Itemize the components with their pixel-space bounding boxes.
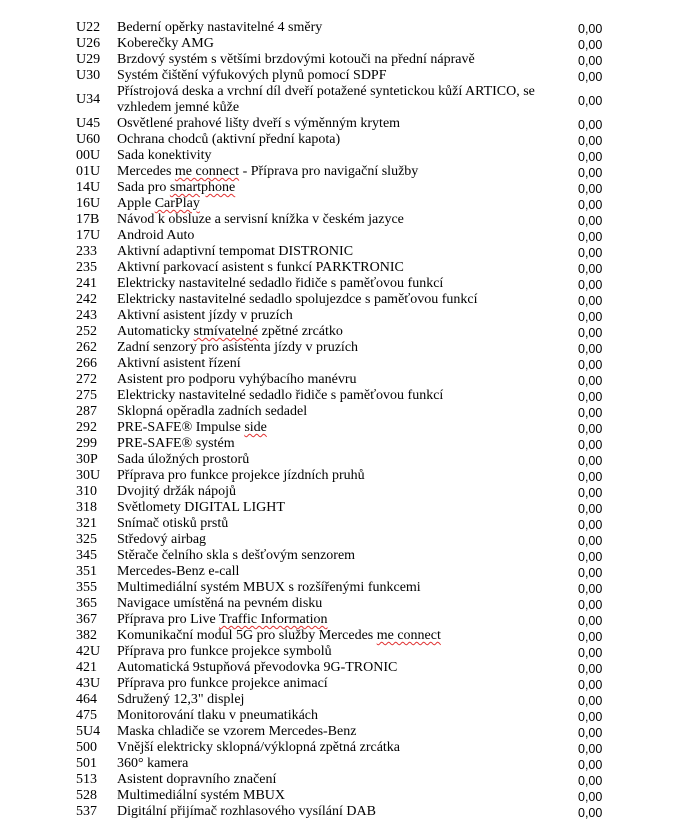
equipment-price: 0,00 [578,278,603,292]
equipment-description: Elektricky nastavitelné sedadlo řidiče s paměťovou funkcí [117,388,444,403]
equipment-description: Vnější elektricky sklopná/výklopná zpětná zrcátka [117,740,401,755]
equipment-code: 287 [76,404,97,419]
equipment-row [0,740,675,756]
equipment-code: 235 [76,260,97,275]
equipment-row [0,484,675,500]
equipment-description [117,628,557,644]
equipment-code: 243 [76,308,97,323]
description-text: - Příprava pro navigační služby [239,164,419,179]
equipment-description: Asistent pro podporu vyhýbacího manévru [117,372,357,387]
equipment-price: 0,00 [578,486,603,500]
equipment-code: 42U [76,644,101,659]
equipment-description [117,180,557,196]
equipment-description: Asistent dopravního značení [117,772,277,787]
equipment-description: Navigace umístěná na pevném disku [117,596,323,611]
equipment-price: 0,00 [578,630,603,644]
equipment-description: Bederní opěrky nastavitelné 4 směry [117,20,323,35]
equipment-price: 0,00 [578,134,603,148]
equipment-row [0,468,675,484]
equipment-row [0,532,675,548]
equipment-row [0,404,675,420]
equipment-price: 0,00 [578,22,603,36]
equipment-row [0,436,675,452]
equipment-price: 0,00 [578,70,603,84]
equipment-code: U45 [76,116,101,131]
equipment-code: 355 [76,580,97,595]
equipment-row [0,580,675,596]
equipment-price: 0,00 [578,230,603,244]
equipment-description: PRE-SAFE® systém [117,436,235,451]
equipment-price: 0,00 [578,582,603,596]
equipment-description: Mercedes-Benz e-call [117,564,240,579]
equipment-price: 0,00 [578,262,603,276]
equipment-row [0,260,675,276]
equipment-row [0,372,675,388]
equipment-code: 310 [76,484,97,499]
description-text: Komunikační modul 5G pro služby Mercedes [117,628,377,643]
equipment-code: U26 [76,36,101,51]
equipment-price: 0,00 [578,598,603,612]
equipment-price: 0,00 [578,54,603,68]
equipment-code: 321 [76,516,97,531]
equipment-price: 0,00 [578,406,603,420]
equipment-code: 5U4 [76,724,101,739]
spellcheck-flagged-text: CarPlay [154,196,200,211]
equipment-row [0,660,675,676]
equipment-row [0,228,675,244]
equipment-price: 0,00 [578,342,603,356]
equipment-price: 0,00 [578,742,603,756]
equipment-price: 0,00 [578,390,603,404]
equipment-price: 0,00 [578,310,603,324]
description-text: Automaticky [117,324,194,339]
equipment-description [117,324,557,340]
equipment-code: 345 [76,548,97,563]
equipment-code: 299 [76,436,97,451]
equipment-row [0,708,675,724]
equipment-row [0,164,675,180]
equipment-description: Multimediální systém MBUX s rozšířenými funkcemi [117,580,421,595]
equipment-price: 0,00 [578,694,603,708]
equipment-description: Aktivní asistent řízení [117,356,241,371]
equipment-row [0,276,675,292]
equipment-row [0,756,675,772]
equipment-description [117,612,557,628]
equipment-price: 0,00 [578,646,603,660]
equipment-description [117,164,557,180]
equipment-row [0,36,675,52]
equipment-row [0,196,675,212]
equipment-description: Snímač otisků prstů [117,516,229,531]
equipment-code: 500 [76,740,97,755]
equipment-code: 421 [76,660,97,675]
equipment-code: 513 [76,772,97,787]
equipment-description: Příprava pro funkce projekce jízdních pruhů [117,468,365,483]
equipment-price: 0,00 [578,374,603,388]
equipment-description: Elektricky nastavitelné sedadlo spolujezdce s paměťovou funkcí [117,292,478,307]
equipment-description: Sdružený 12,3" displej [117,692,245,707]
equipment-description: 360° kamera [117,756,189,771]
equipment-code: 292 [76,420,97,435]
equipment-price: 0,00 [578,198,603,212]
equipment-code: 501 [76,756,97,771]
equipment-price: 0,00 [578,550,603,564]
equipment-row [0,148,675,164]
equipment-description: Automatická 9stupňová převodovka 9G-TRONIC [117,660,398,675]
equipment-description: Brzdový systém s většími brzdovými kotouči na přední nápravě [117,52,475,67]
equipment-price: 0,00 [578,774,603,788]
equipment-code: 318 [76,500,97,515]
equipment-description: Světlomety DIGITAL LIGHT [117,500,285,515]
equipment-code: 16U [76,196,101,211]
equipment-description: Středový airbag [117,532,207,547]
equipment-row [0,116,675,132]
equipment-row [0,292,675,308]
equipment-row [0,20,675,36]
equipment-description: Příprava pro funkce projekce symbolů [117,644,332,659]
description-text: PRE-SAFE® Impulse [117,420,245,435]
equipment-price: 0,00 [578,790,603,804]
equipment-description: Aktivní parkovací asistent s funkcí PARKTRONIC [117,260,404,275]
equipment-description: Návod k obsluze a servisní knížka v českém jazyce [117,212,404,227]
spellcheck-flagged-text: me connect [376,628,441,643]
equipment-code: 17B [76,212,100,227]
equipment-code: 367 [76,612,97,627]
equipment-code: 475 [76,708,97,723]
equipment-code: 325 [76,532,97,547]
equipment-description: Android Auto [117,228,195,243]
equipment-row [0,52,675,68]
equipment-description: Systém čištění výfukových plynů pomocí SDPF [117,68,387,83]
equipment-row [0,324,675,340]
equipment-description: Osvětlené prahové lišty dveří s výměnným krytem [117,116,401,131]
equipment-code: 351 [76,564,97,579]
equipment-row [0,84,675,116]
equipment-price: 0,00 [578,470,603,484]
equipment-price: 0,00 [578,182,603,196]
equipment-code: 537 [76,804,97,819]
equipment-description: Maska chladiče se vzorem Mercedes-Benz [117,724,357,739]
spellcheck-flagged-text: Traffic Information [219,612,328,627]
equipment-description: Stěrače čelního skla s dešťovým senzorem [117,548,356,563]
equipment-price: 0,00 [578,678,603,692]
equipment-price: 0,00 [578,534,603,548]
equipment-price: 0,00 [578,710,603,724]
equipment-row [0,132,675,148]
equipment-price: 0,00 [578,246,603,260]
equipment-description: Digitální přijímač rozhlasového vysílání DAB [117,804,376,819]
equipment-row [0,516,675,532]
equipment-row [0,388,675,404]
equipment-code: 30U [76,468,101,483]
equipment-description: Sada konektivity [117,148,212,163]
equipment-price: 0,00 [578,38,603,52]
equipment-price: 0,00 [578,358,603,372]
equipment-code: U60 [76,132,101,147]
equipment-code: 17U [76,228,101,243]
description-text: Příprava pro Live [117,612,219,627]
equipment-price: 0,00 [578,566,603,580]
equipment-price: 0,00 [578,662,603,676]
equipment-row [0,452,675,468]
equipment-description: Sada úložných prostorů [117,452,250,467]
equipment-description [117,196,557,212]
equipment-description: Ochrana chodců (aktivní přední kapota) [117,132,341,147]
equipment-row [0,212,675,228]
equipment-description: Příprava pro funkce projekce animací [117,676,328,691]
spellcheck-flagged-text: stmívatelné [193,324,259,339]
description-text: Mercedes [117,164,175,179]
equipment-description: Přístrojová deska a vrchní díl dveří potažené syntetickou kůží ARTICO, se vzhledem jemné kůže [117,84,535,115]
equipment-price: 0,00 [578,614,603,628]
equipment-code: 528 [76,788,97,803]
description-text: Apple [117,196,155,211]
equipment-price: 0,00 [578,726,603,740]
spellcheck-flagged-text: me connect [174,164,240,179]
equipment-code: U29 [76,52,101,67]
equipment-price: 0,00 [578,214,603,228]
equipment-row [0,804,675,820]
equipment-list [0,20,675,820]
equipment-code: 241 [76,276,97,291]
equipment-code: 365 [76,596,97,611]
equipment-description: Dvojitý držák nápojů [117,484,236,499]
equipment-code: 275 [76,388,97,403]
equipment-row [0,68,675,84]
equipment-description: Zadní senzory pro asistenta jízdy v pruzích [117,340,359,355]
spellcheck-flagged-text: smartphone [169,180,236,195]
equipment-row [0,612,675,628]
equipment-row [0,356,675,372]
equipment-price: 0,00 [578,806,603,820]
equipment-code: U34 [76,92,101,107]
equipment-row [0,692,675,708]
equipment-description: Koberečky AMG [117,36,214,51]
equipment-price: 0,00 [578,94,603,108]
equipment-price: 0,00 [578,118,603,132]
equipment-price: 0,00 [578,438,603,452]
equipment-code: 00U [76,148,101,163]
equipment-row [0,772,675,788]
equipment-row [0,340,675,356]
equipment-description: Multimediální systém MBUX [117,788,285,803]
equipment-code: 464 [76,692,97,707]
equipment-price: 0,00 [578,326,603,340]
equipment-code: U22 [76,20,101,35]
equipment-price: 0,00 [578,166,603,180]
spellcheck-flagged-text: side [244,420,267,435]
equipment-price: 0,00 [578,150,603,164]
equipment-description: Aktivní asistent jízdy v pruzích [117,308,293,323]
equipment-description [117,420,557,436]
equipment-row [0,788,675,804]
equipment-row [0,596,675,612]
equipment-row [0,644,675,660]
equipment-row [0,308,675,324]
equipment-code: 262 [76,340,97,355]
equipment-code: 266 [76,356,97,371]
equipment-description: Elektricky nastavitelné sedadlo řidiče s paměťovou funkcí [117,276,444,291]
equipment-description: Aktivní adaptivní tempomat DISTRONIC [117,244,354,259]
equipment-row [0,724,675,740]
equipment-description: Monitorování tlaku v pneumatikách [117,708,319,723]
equipment-row [0,564,675,580]
equipment-price: 0,00 [578,454,603,468]
equipment-code: 43U [76,676,101,691]
equipment-code: 30P [76,452,98,467]
description-text: zpětné zrcátko [258,324,343,339]
equipment-row [0,500,675,516]
equipment-row [0,628,675,644]
equipment-code: 252 [76,324,97,339]
equipment-price: 0,00 [578,294,603,308]
equipment-row [0,180,675,196]
equipment-row [0,420,675,436]
equipment-row [0,676,675,692]
equipment-code: 382 [76,628,97,643]
equipment-code: 01U [76,164,101,179]
equipment-code: 272 [76,372,97,387]
equipment-code: 14U [76,180,101,195]
equipment-description: Sklopná opěradla zadních sedadel [117,404,308,419]
equipment-price: 0,00 [578,422,603,436]
description-text: Sada pro [117,180,170,195]
equipment-row [0,548,675,564]
equipment-price: 0,00 [578,518,603,532]
equipment-code: 242 [76,292,97,307]
equipment-row [0,244,675,260]
equipment-code: 233 [76,244,97,259]
equipment-price: 0,00 [578,502,603,516]
equipment-code: U30 [76,68,101,83]
equipment-price: 0,00 [578,758,603,772]
